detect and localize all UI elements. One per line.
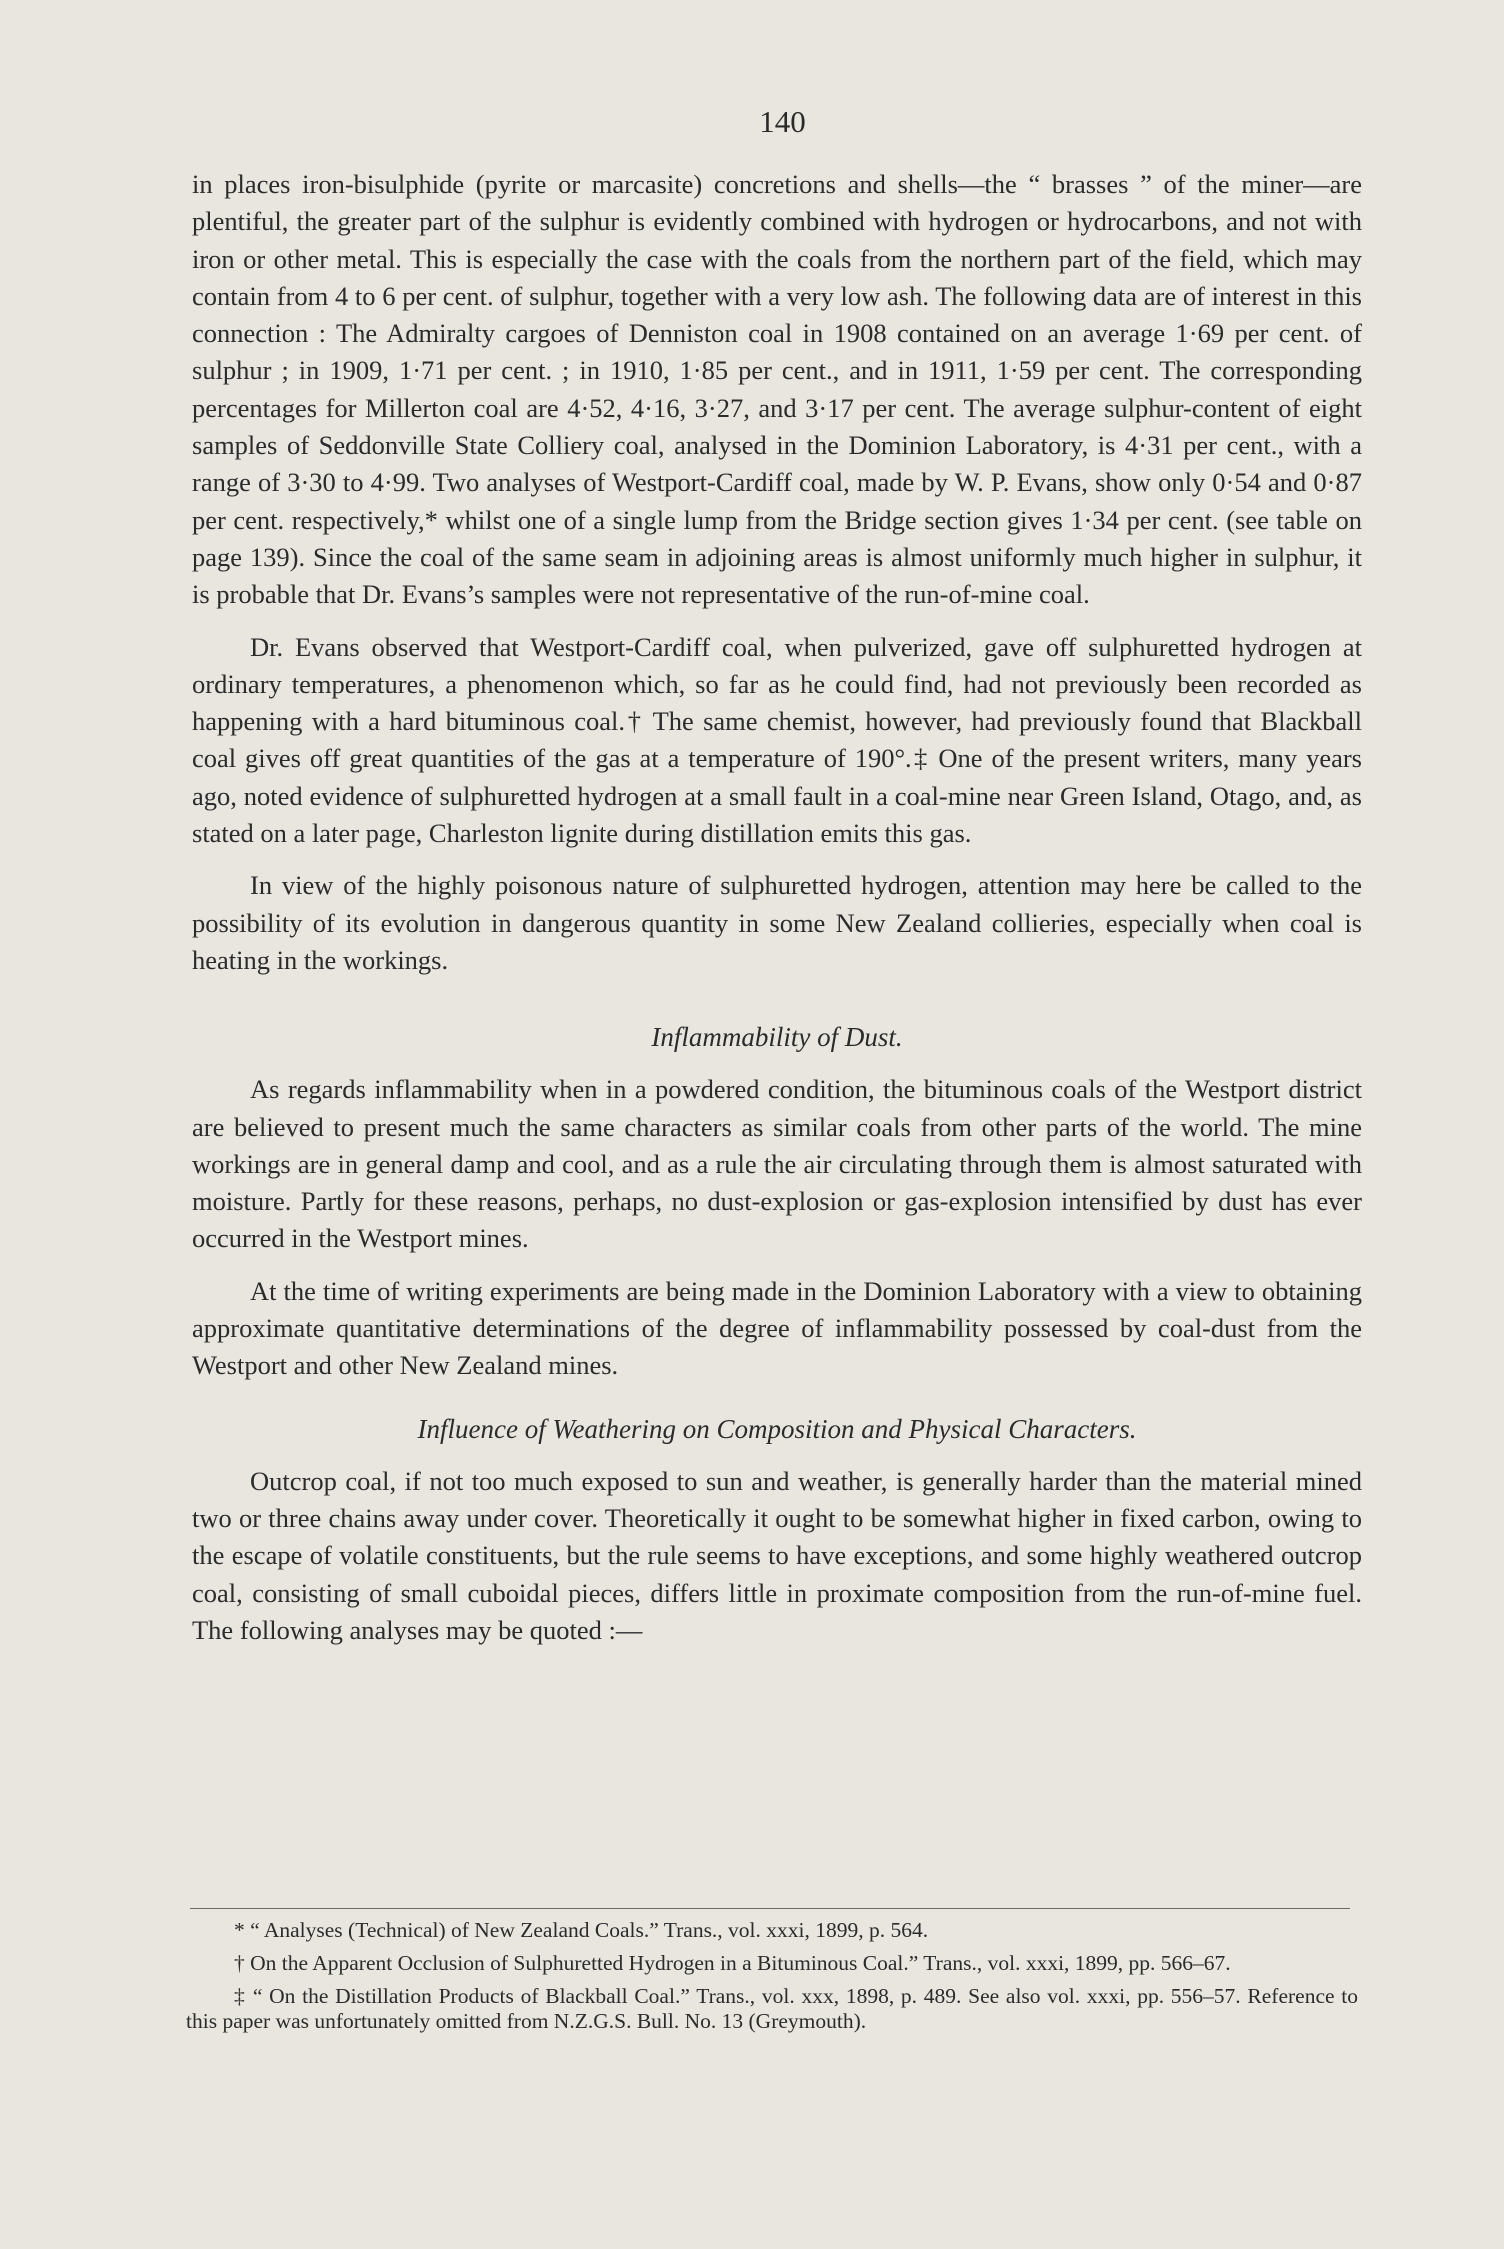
paragraph-inflammability: As regards inflammability when in a powdered condition, the bituminous coals of the Westport district are believed to present much the same characters as similar coals from other parts of the world. The mine workings are in general damp and cool, and as a rule the air circulating through them is almost saturated with moisture. Partly for these reasons, perhaps, no dust-explosion or gas-explosion intensified by dust has ever occurred in the Westport mines. <box>192 1074 1362 1254</box>
footnote-divider <box>190 1908 1350 1909</box>
paragraph-poisonous-nature: In view of the highly poisonous nature of sulphuretted hydrogen, attention may here be called to the possibility of its evolution in dangerous quantity in some New Zealand collieries, especially when coal is heating in the workings. <box>192 870 1362 975</box>
paragraph-sulphuretted-hydrogen: Dr. Evans observed that Westport-Cardiff coal, when pulverized, gave off sulphuretted hydrogen at ordinary temperatures, a phenomenon which, so far as he could find, had not previously been recorded as happening with a hard bituminous coal.† The same chemist, however, had previously found that Blackball coal gives off great quantities of the gas at a temperature of 190°.‡ One of the present writers, many years ago, noted evidence of sulphuretted hydrogen at a small fault in a coal-mine near Green Island, Otago, and, as stated on a later page, Charleston lignite during distillation emits this gas. <box>192 631 1362 849</box>
footnote-asterisk: * “ Analyses (Technical) of New Zealand Coals.” Trans., vol. xxxi, 1899, p. 564. <box>234 1918 929 1942</box>
page-number: 140 <box>759 104 806 139</box>
heading-influence-of-weathering: Influence of Weathering on Composition and Physical Characters. <box>417 1413 1137 1444</box>
body-text <box>192 166 1362 1664</box>
footnotes <box>186 1918 1358 2042</box>
paragraph-experiments: At the time of writing experiments are being made in the Dominion Laboratory with a view to obtaining approximate quantitative determinations of the degree of inflammability possessed by coal-dust from the Westport and other New Zealand mines. <box>192 1275 1362 1381</box>
paragraph-sulphur-content: in places iron-bisulphide (pyrite or marcasite) concretions and shells—the “ brasses ” of the miner—are plentiful, the greater part of the sulphur is evidently combined with hydrogen or hydrocarbons, and not with iron or other metal. This is especially the case with the coals from the northern part of the field, which may contain from 4 to 6 per cent. of sulphur, together with a very low ash. The following data are of interest in this connection : The Admiralty cargoes of Denniston coal in 1908 contained on an average 1·69 per cent. of sulphur ; in 1909, 1·71 per cent. ; in 1910, 1·85 per cent., and in 1911, 1·59 per cent. The corresponding percentages for Millerton coal are 4·52, 4·16, 3·27, and 3·17 per cent. The average sulphur-content of eight samples of Seddonville State Colliery coal, analysed in the Dominion Laboratory, is 4·31 per cent., with a range of 3·30 to 4·99. Two analyses of Westport-Cardiff coal, made by W. P. Evans, show only 0·54 and 0·87 per cent. respectively,* whilst one of a single lump from the Bridge section gives 1·34 per cent. (see table on page 139). Since the coal of the same seam in adjoining areas is almost uniformly much higher in sulphur, it is probable that Dr. Evans’s samples were not representative of the run-of-mine coal. <box>192 169 1362 610</box>
heading-inflammability-of-dust: Inflammability of Dust. <box>651 1022 903 1053</box>
paragraph-outcrop-coal: Outcrop coal, if not too much exposed to sun and weather, is generally harder than the material mined two or three chains away under cover. Theoretically it ought to be somewhat higher in fixed carbon, owing to the escape of volatile constituents, but the rule seems to have exceptions, and some highly weathered outcrop coal, consisting of small cuboidal pieces, differs little in proximate composition from the run-of-mine fuel. The following analyses may be quoted :— <box>192 1465 1362 1645</box>
footnote-dagger: † On the Apparent Occlusion of Sulphuretted Hydrogen in a Bituminous Coal.” Trans., vol. xxxi, 1899, pp. 566–67. <box>234 1951 1231 1975</box>
footnote-double-dagger: ‡ “ On the Distillation Products of Blackball Coal.” Trans., vol. xxx, 1898, p. 489. See also vol. xxxi, pp. 556–57. Reference to this paper was unfortunately omitted from N.Z.G.S. Bull. No. 13 (Greymouth). <box>186 1984 1358 2033</box>
